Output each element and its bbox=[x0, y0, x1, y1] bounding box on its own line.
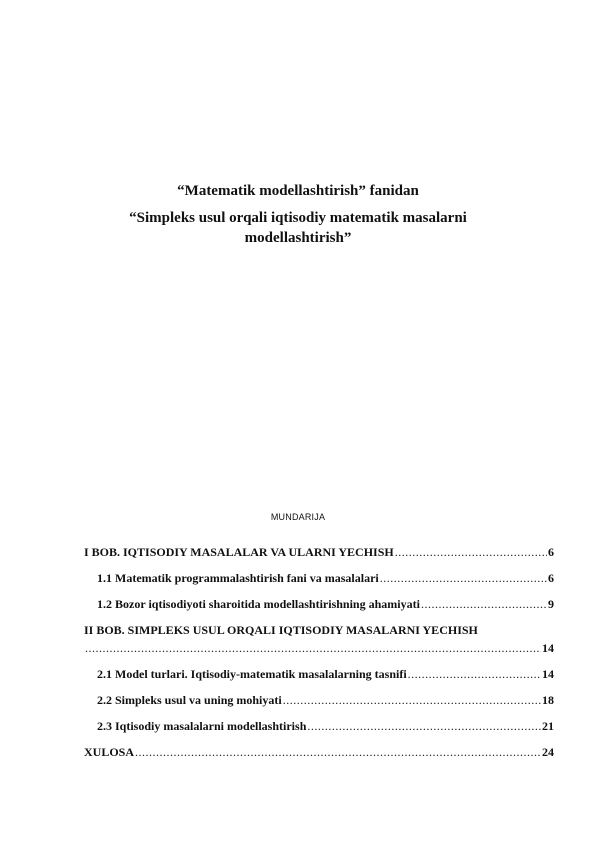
toc-heading: MUNDARIJA bbox=[270, 512, 326, 522]
toc-entry-text: 2.3 Iqtisodiy masalalarni modellashtirish bbox=[97, 719, 307, 733]
toc-leader bbox=[85, 640, 541, 656]
toc-page-number: 9 bbox=[548, 597, 554, 611]
table-of-contents bbox=[84, 544, 554, 770]
document-title bbox=[80, 180, 516, 248]
toc-section-2-1 bbox=[84, 666, 554, 682]
toc-page-number: 14 bbox=[542, 667, 554, 681]
toc-leader bbox=[380, 570, 547, 586]
toc-leader bbox=[395, 544, 547, 560]
toc-entry-text: 1.1 Matematik programmalashtirish fani va masalalari bbox=[97, 571, 379, 585]
toc-page-number: 24 bbox=[542, 745, 554, 759]
subject-title: “Matematik modellashtirish” fanidan bbox=[177, 183, 419, 199]
toc-leader bbox=[408, 666, 541, 682]
toc-entry-text: 1.2 Bozor iqtisodiyoti sharoitida modellashtirishning ahamiyati bbox=[97, 597, 420, 611]
toc-section-1-1 bbox=[84, 570, 554, 586]
toc-entry-text: XULOSA bbox=[84, 745, 135, 759]
toc-leader bbox=[421, 596, 547, 612]
toc-page-number: 6 bbox=[548, 571, 554, 585]
toc-entry-text: I BOB. IQTISODIY MASALALAR VA ULARNI YECHISH bbox=[84, 545, 394, 559]
toc-page-number: 21 bbox=[542, 719, 554, 733]
toc-conclusion bbox=[84, 744, 554, 760]
toc-page-number: 18 bbox=[542, 693, 554, 707]
toc-chapter-1 bbox=[84, 544, 554, 560]
toc-page-number: 14 bbox=[542, 641, 554, 655]
toc-entry-text: 2.1 Model turlari. Iqtisodiy-matematik masalalarning tasnifi bbox=[97, 667, 407, 681]
toc-section-2-2 bbox=[84, 692, 554, 708]
topic-title: “Simpleks usul orqali iqtisodiy matematik masalarni modellashtirish” bbox=[129, 210, 467, 246]
toc-leader bbox=[283, 692, 541, 708]
toc-page-number: 6 bbox=[548, 545, 554, 559]
toc-leader bbox=[307, 718, 541, 734]
toc-leader bbox=[135, 744, 541, 760]
toc-entry-text: II BOB. SIMPLEKS USUL ORQALI IQTISODIY MASALARNI YECHISH bbox=[84, 623, 478, 637]
toc-entry-text: 2.2 Simpleks usul va uning mohiyati bbox=[97, 693, 282, 707]
toc-chapter-2 bbox=[84, 622, 554, 656]
toc-section-2-3 bbox=[84, 718, 554, 734]
toc-section-1-2 bbox=[84, 596, 554, 612]
